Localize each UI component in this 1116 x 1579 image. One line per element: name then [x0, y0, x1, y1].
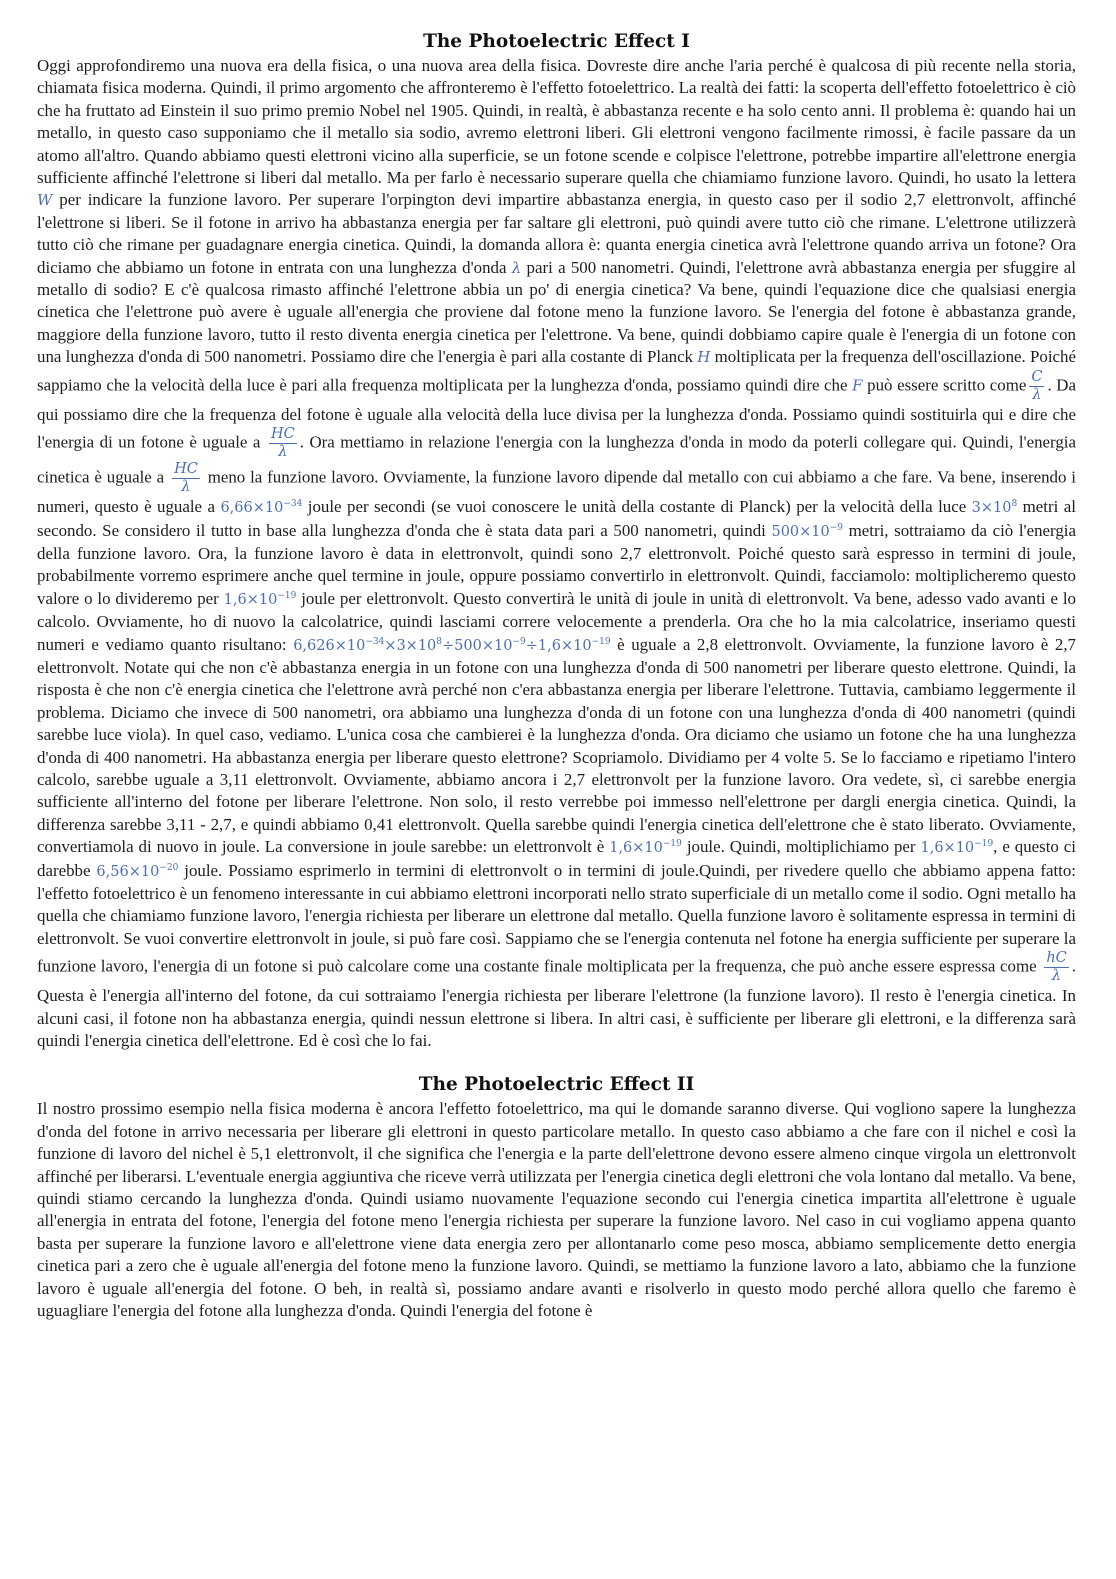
exponent: −19	[591, 636, 611, 647]
symbol-planck: H	[697, 348, 711, 367]
fraction-hc-over-lambda	[269, 426, 297, 461]
fraction-hc-over-lambda-2	[172, 461, 200, 496]
number: 3×10	[971, 500, 1012, 517]
kinetic-energy-joule-value	[96, 864, 178, 880]
exponent: −20	[159, 862, 179, 873]
fraction-hc-over-lambda-3	[1044, 950, 1068, 985]
exponent: −9	[829, 522, 844, 533]
fraction-numerator: HC	[270, 426, 295, 443]
exponent: −9	[512, 636, 526, 647]
electronvolt-value	[609, 840, 682, 856]
text-run: Oggi approfondiremo una nuova era della fisica, o una nuova area della fisica. Dovreste dire anche l'aria perché è qualcosa di più recente nella storia, chiamata fisica moderna. Quindi, il primo argomento che affronteremo è l'effetto fotoelettrico. La realtà dei fatti: la scoperta dell'effetto fotoelettrico è ciò che ha fruttato ad Einstein il suo primo premio Nobel nel 1905. Quindi, in realtà, è abbastanza recente e ha solo cento anni. Il problema è: quando hai un metallo, in questo caso supponiamo che il metallo sia sodio, avremo elettroni liberi. Gli elettroni vengono facilmente rimossi, è facile passare da un atomo all'altro. Quando abbiamo questi elettroni vicino alla superficie, se un fotone scende e colpisce l'elettrone, potrebbe impartire all'elettrone energia sufficiente affinché l'elettrone si liberi dal metallo. Ma per farlo è necessario superare quella che chiamiamo funzione lavoro. Quindi, ho usato la lettera	[37, 56, 1076, 188]
calculation-expression	[293, 638, 610, 654]
fraction-numerator: HC	[174, 461, 198, 478]
text-run: . Ora mettiamo in relazione l'energia con la lunghezza d'onda in modo da poterli collegare qui. Quindi, l'energia cinetica è uguale a	[37, 432, 1076, 487]
number: 6,626×10	[293, 637, 366, 654]
text-run: meno la funzione lavoro. Ovviamente, la funzione lavoro dipende dal metallo con cui abbiamo a che fare. Va bene, inserendo i numeri, questo è uguale a	[37, 467, 1076, 517]
symbol-frequency: F	[852, 376, 863, 395]
section-title-2: The Photoelectric Effect II	[418, 1074, 695, 1096]
exponent: −19	[277, 590, 297, 601]
text-run: è uguale a 2,8 elettronvolt. Ovviamente, la funzione lavoro è 2,7 elettronvolt. Notate qui che non c'è abbastanza energia in un fotone con una lunghezza d'onda di 500 nanometri per liberare questo elettrone. Quindi, la risposta è che non c'è energia cinetica che l'elettrone avrà perché non c'era abbastanza energia per liberare l'elettrone. Tuttavia, cambiamo leggermente il problema. Diciamo che invece di 500 nanometri, ora abbiamo una lunghezza d'onda di un fotone con una lunghezza d'onda di 400 nanometri (quindi sarebbe luce viola). In quel caso, vediamo. L'unica cosa che cambierei è la lunghezza d'onda. Ora diciamo che usiamo un fotone che ha una lunghezza d'onda di 400 nanometri. Ha abbastanza energia per liberare questo elettrone? Scopriamolo. Dividiamo per 4 volte 5. Se lo facciamo e ripetiamo l'intero calcolo, sarebbe uguale a 3,11 elettronvolt. Ovviamente, abbiamo ancora i 2,7 elettronvolt per la funzione lavoro. Ora vedete, sì, ci sarebbe energia sufficiente all'interno del fotone per liberare l'elettrone. Non solo, il resto verrebbe poi immesso nell'elettrone per dargli energia cinetica. Quindi, la differenza sarebbe 3,11 - 2,7, e quindi abbiamo 0,41 elettronvolt. Quella sarebbe quindi l'energia cinetica dell'elettrone che è stato liberato. Ovviamente, convertiamola di nuovo in joule. La conversione in joule sarebbe: un elettronvolt è	[37, 634, 1076, 857]
text-run: può essere scritto come	[867, 375, 1027, 395]
fraction-c-over-lambda	[1029, 369, 1044, 404]
electronvolt-conversion-value	[224, 592, 297, 608]
planck-constant-value	[220, 500, 302, 516]
text-run: joule. Quindi, moltiplichiamo per	[686, 837, 916, 857]
text-run: joule per elettronvolt. Questo convertirà le unità di joule in unità di elettronvolt. Va bene, adesso vado avanti e lo calcolo. Ovviamente, ho di nuovo la calcolatrice, quindi lasciami correre velocemente a prenderla. Ora che ho la mia calcolatrice, inseriamo questi numeri e vediamo quanto risultano:	[37, 588, 1077, 654]
text-run: . Da qui possiamo dire che la frequenza del fotone è uguale alla velocità della luce divisa per la lunghezza d'onda. Possiamo quindi sostituirla qui e dire che l'energia di un fotone è uguale a	[37, 375, 1076, 452]
text-run: , e questo ci darebbe	[37, 837, 1076, 880]
text-run: metri al secondo. Se considero il tutto in base alla lunghezza d'onda che è stata data pari a 500 nanometri, quindi	[37, 497, 1076, 540]
exponent: −34	[283, 499, 303, 510]
exponent: −19	[662, 839, 682, 850]
exponent: 8	[1011, 499, 1018, 510]
text-run: moltiplicata per la frequenza dell'oscillazione. Poiché sappiamo che la velocità della luce è pari alla frequenza moltiplicata per la lunghezza d'onda, possiamo quindi dire che	[37, 347, 1076, 395]
number: 1,6×10	[609, 840, 663, 857]
fraction-denominator: λ	[1051, 968, 1062, 985]
fraction-denominator: λ	[1032, 386, 1042, 403]
speed-of-light-value	[972, 500, 1018, 516]
text-run: joule. Possiamo esprimerlo in termini di elettronvolt o in termini di joule.Quindi, per rivedere quello che abbiamo appena fatto: l'effetto fotoelettrico è un fenomeno interessante in cui abbiamo elettroni incorporati nello strato superficiale di un metallo come il sodio. Ogni metallo ha quella che chiamiamo funzione lavoro, l'energia richiesta per liberare un elettrone dal metallo. Quella funzione lavoro è solitamente espressa in termini di elettronvolt. Se vuoi convertire elettronvolt in joule, si può fare così. Sappiamo che se l'energia contenuta nel fotone ha energia sufficiente per superare la funzione lavoro, l'energia di un fotone si può calcolare come una costante finale moltiplicata per la frequenza, che può anche essere espressa come	[37, 860, 1076, 976]
exponent: 8	[436, 636, 443, 647]
fraction-denominator: λ	[181, 479, 191, 496]
fraction-numerator: C	[1031, 368, 1043, 385]
section-body-2: Il nostro prossimo esempio nella fisica moderna è ancora l'effetto fotoelettrico, ma qui le domande saranno diverse. Qui vogliono sapere la lunghezza d'onda del fotone in arrivo necessaria per liberare gli elettroni in questo particolare metallo. In questo caso abbiamo a che fare con il nichel e così la funzione di lavoro del nichel è 5,1 elettronvolt, il che significa che l'energia e la parte dell'elettrone devono essere almeno cinque virgola un elettronvolt affinché per liberarsi. L'eventuale energia aggiuntiva che riceve verrà utilizzata per l'energia cinetica degli elettroni che vola lontano dal metallo. Va bene, quindi stiamo cercando la lunghezza d'onda. Quindi usiamo nuovamente l'equazione secondo cui l'energia cinetica impartita all'elettrone è uguale all'energia in entrata del fotone, l'energia del fotone meno l'energia richiesta per superare la funzione lavoro. Nel caso in cui vogliamo appena quanto basta per superare la funzione lavoro e all'elettrone viene data energia zero per allontanarlo come peso mosca, abbiamo semplicemente detto energia cinetica pari a zero che è uguale all'energia del fotone meno la funzione lavoro. Quindi, se mettiamo la funzione lavoro a lato, abbiamo che la funzione lavoro è uguale all'energia del fotone. O beh, in realtà sì, possiamo andare avanti e risolverlo in questo modo perché allora quello che faremo è uguagliare l'energia del fotone alla lunghezza d'onda. Quindi l'energia del fotone è	[37, 1099, 1076, 1321]
text-run: . Questa è l'energia all'interno del fotone, da cui sottraiamo l'energia richiesta per liberare l'elettrone (la funzione lavoro). Il resto è l'energia cinetica. In alcuni casi, il fotone non ha abbastanza energia, quindi nessun elettrone si libera. In altri casi, è sufficiente per liberare gli elettroni, e la differenza sarà quindi l'energia cinetica dell'elettrone. Ed è così che lo fai.	[37, 956, 1076, 1051]
number: 1,6×10	[920, 840, 975, 857]
fraction-numerator: hC	[1046, 950, 1067, 967]
exponent: −34	[365, 636, 385, 647]
number: 6,66×10	[220, 500, 284, 517]
number: ×3×10	[384, 637, 437, 654]
section-title-1: The Photoelectric Effect I	[423, 31, 690, 52]
number: 500×10	[771, 523, 830, 540]
exponent: −19	[974, 839, 994, 850]
section-body-1	[37, 55, 1076, 1052]
text-run: metri, sottraiamo da ciò l'energia della funzione lavoro. Ora, la funzione lavoro è data in elettronvolt, quindi sono 2,7 elettronvolt. Poiché questo sarà espresso in termini di joule, probabilmente vorremo esprimere anche quel termine in joule, oppure possiamo convertirlo in elettronvolt. Quindi, facciamolo: moltiplicheremo questo valore o lo divideremo per	[37, 520, 1076, 608]
electronvolt-value-2	[921, 840, 994, 856]
text-run: per indicare la funzione lavoro. Per superare l'orpington devi impartire abbastanza energia, in questo caso per il sodio 2,7 elettronvolt, affinché l'elettrone si liberi. Se il fotone in arrivo ha abbastanza energia per far saltare gli elettroni, può quindi avere tutto ciò che rimane. L'elettrone utilizzerà tutto ciò che rimane per guadagnare energia cinetica. Quindi, la domanda allora è: quanta energia cinetica avrà l'elettrone quando arriva un fotone? Ora diciamo che abbiamo un fotone in entrata con una lunghezza d'onda	[37, 190, 1076, 277]
symbol-work-function: W	[37, 191, 53, 210]
text-run: pari a 500 nanometri. Quindi, l'elettrone avrà abbastanza energia per sfuggire al metallo di sodio? E c'è qualcosa rimasto affinché l'elettrone abbia un po' di energia cinetica? Va bene, quindi l'equazione dice che qualsiasi energia cinetica che l'elettrone può avere è uguale all'energia che proviene dal fotone meno la funzione lavoro. Se l'energia del fotone è abbastanza grande, maggiore della funzione lavoro, tutto il resto diventa energia cinetica per l'elettrone. Va bene, quindi dobbiamo capire quale è l'energia di un fotone con una lunghezza d'onda di 500 nanometri. Possiamo dire che l'energia è pari alla costante di Planck	[37, 257, 1076, 367]
number: 1,6×10	[223, 591, 278, 608]
number: 6,56×10	[96, 863, 160, 880]
number: ÷1,6×10	[525, 637, 592, 654]
symbol-wavelength: λ	[511, 258, 522, 277]
fraction-denominator: λ	[278, 444, 288, 461]
wavelength-value	[771, 524, 843, 540]
text-run: joule per secondi (se vuoi conoscere le unità della costante di Planck) per la velocità della luce	[307, 497, 967, 517]
number: ÷500×10	[442, 637, 513, 654]
